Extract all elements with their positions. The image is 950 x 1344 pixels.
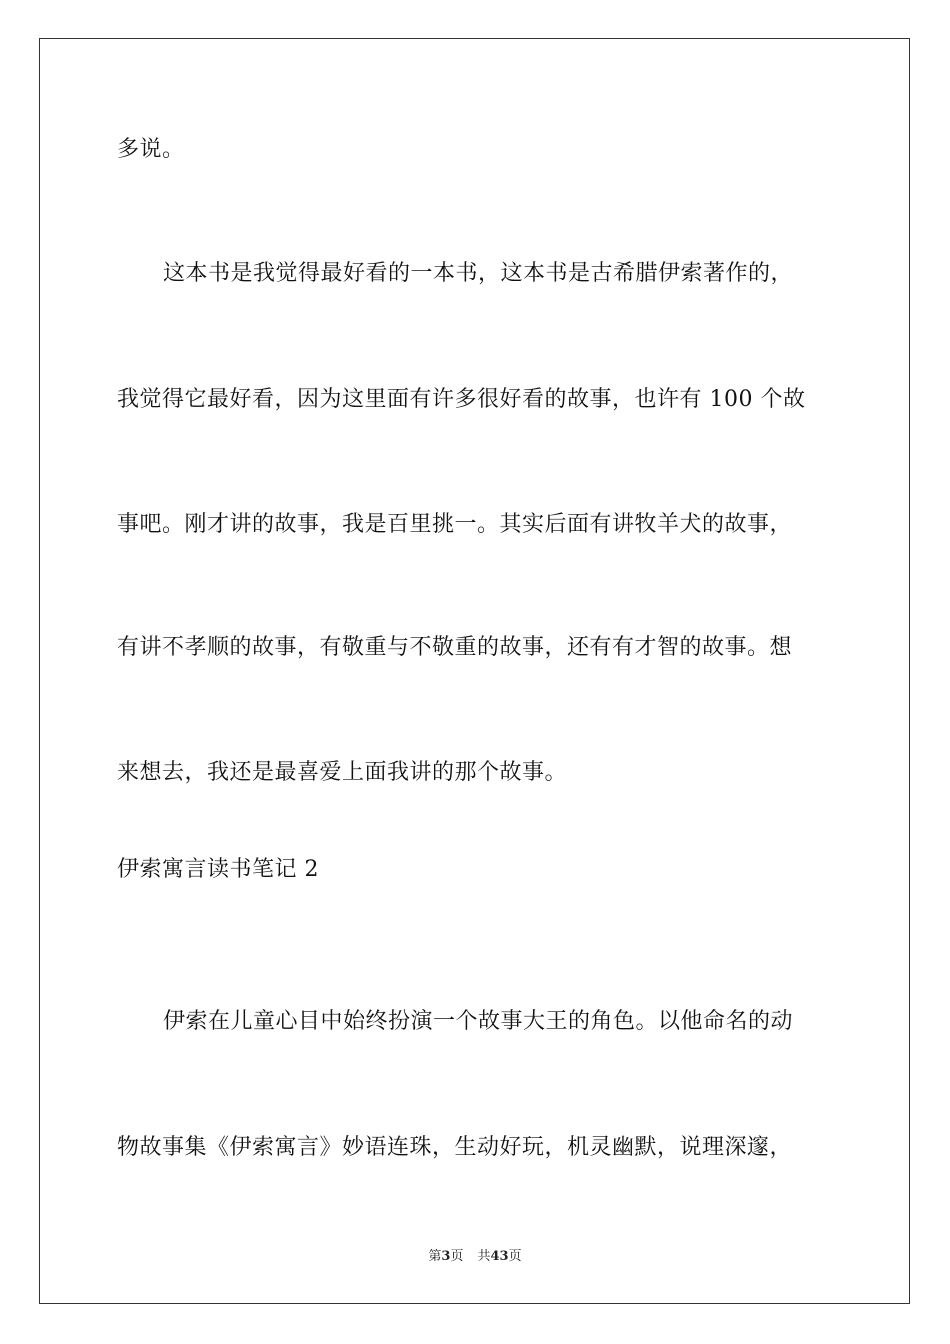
footer-total-suffix: 页	[508, 1249, 522, 1264]
page-border	[39, 38, 910, 1304]
footer-page-suffix: 页	[450, 1249, 464, 1264]
section-heading: 伊索寓言读书笔记 2	[117, 857, 319, 882]
footer-page-number: 3	[441, 1249, 451, 1264]
paragraph-line: 事吧。刚才讲的故事，我是百里挑一。其实后面有讲牧羊犬的故事，	[117, 512, 793, 537]
paragraph-line: 伊索在儿童心目中始终扮演一个故事大王的角色。以他命名的动	[163, 1009, 794, 1034]
footer-total-prefix: 共	[477, 1249, 491, 1264]
footer-page-prefix: 第	[428, 1249, 442, 1264]
footer-total-pages: 43	[490, 1249, 509, 1264]
paragraph-line: 我觉得它最好看，因为这里面有许多很好看的故事，也许有 100 个故	[117, 387, 806, 412]
page-footer	[0, 1248, 950, 1266]
paragraph-line: 有讲不孝顺的故事，有敬重与不敬重的故事，还有有才智的故事。想	[117, 635, 793, 660]
paragraph-line: 这本书是我觉得最好看的一本书，这本书是古希腊伊索著作的，	[163, 261, 794, 286]
paragraph-line: 物故事集《伊索寓言》妙语连珠，生动好玩，机灵幽默，说理深邃，	[117, 1135, 793, 1160]
paragraph-line: 来想去，我还是最喜爱上面我讲的那个故事。	[117, 760, 568, 785]
paragraph-line: 多说。	[117, 137, 185, 162]
